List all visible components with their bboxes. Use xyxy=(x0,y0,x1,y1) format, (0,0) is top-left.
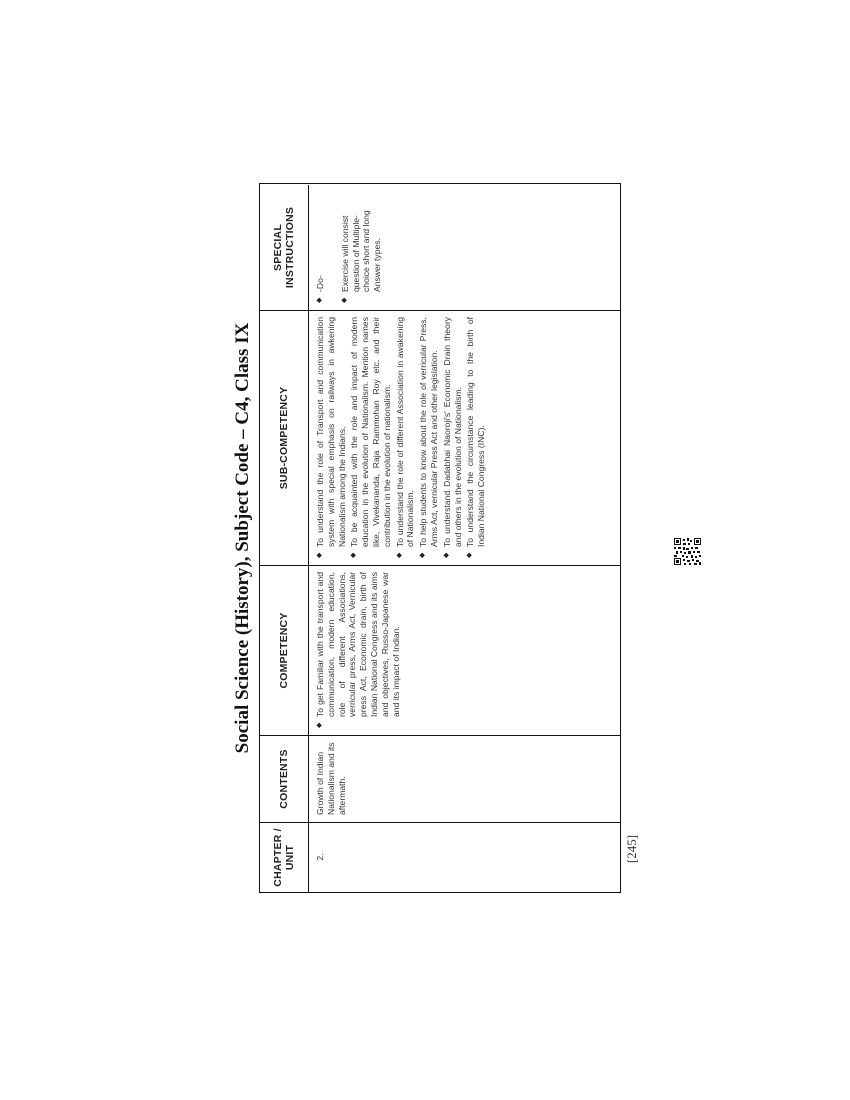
competency-item: ◆ To get Familiar with the transport and communication, modern education, role of different Associations, verricular press, Arms Act, Vernicular press Act, Economic drain, birth of Indian National Congress and its aims and objectives, Russo-Japanese war and its impact of Indian. xyxy=(315,572,401,728)
curriculum-table xyxy=(259,183,621,893)
competency-cell xyxy=(309,566,401,735)
header-special-instructions: SPECIAL INSTRUCTIONS xyxy=(260,185,309,310)
header-sub-competency: SUB-COMPETENCY xyxy=(260,311,309,565)
special-instruction-item: ◆ -Do- xyxy=(315,191,326,303)
sub-competency-cell xyxy=(309,311,487,565)
contents-text: Growth of Indian Nationalism and its aftermath. xyxy=(315,742,347,815)
sub-competency-item: ◆ To understand the role of different Association in awakening of Nationalism. xyxy=(395,317,417,558)
header-chapter-unit: CHAPTER / UNIT xyxy=(260,823,309,892)
page-title: Social Science (History), Subject Code – C4, Class IX xyxy=(232,322,253,754)
contents-column xyxy=(260,735,620,822)
sub-competency-item: ◆ To understand Dadabhai Naoroji's' Economic Drain theory and others in the evolution of Nationalism. xyxy=(442,317,464,558)
chapter-column xyxy=(260,822,620,892)
header-competency: COMPETENCY xyxy=(260,566,309,735)
page-number: [245] xyxy=(624,834,639,864)
qr-code-icon xyxy=(674,538,701,565)
sub-competency-item: ◆ To help students to know about the role of verricular Press, Arms Act, vernicular Press Act and other legislation. xyxy=(418,317,440,558)
sub-competency-item: ◆ To understand the circumstance leading to the birth of Indian National Congress (INC). xyxy=(465,317,487,558)
competency-column xyxy=(260,565,620,735)
special-instruction-item: ◆ Exercise will consist question of Multiple-choice short and long Answer types. xyxy=(340,191,383,303)
header-contents: CONTENTS xyxy=(260,736,309,822)
sub-competency-item: ◆ To understand the role of Transport and communication system with special emphasis on railways in awkening Nationalism among the Indians. xyxy=(315,317,347,558)
special-instructions-cell xyxy=(309,185,383,310)
chapter-number: 2. xyxy=(315,853,325,861)
special-instructions-column xyxy=(260,185,620,310)
sub-competency-item: ◆ To be acquainted with the role and impact of modern education in the evolution of Nationalism. Mention names like, Vivekananda, Raja Rammohan Roy etc. and their contribution in the evolution of nationalism. xyxy=(349,317,392,558)
sub-competency-column xyxy=(260,310,620,565)
rotated-page-content xyxy=(225,183,645,893)
